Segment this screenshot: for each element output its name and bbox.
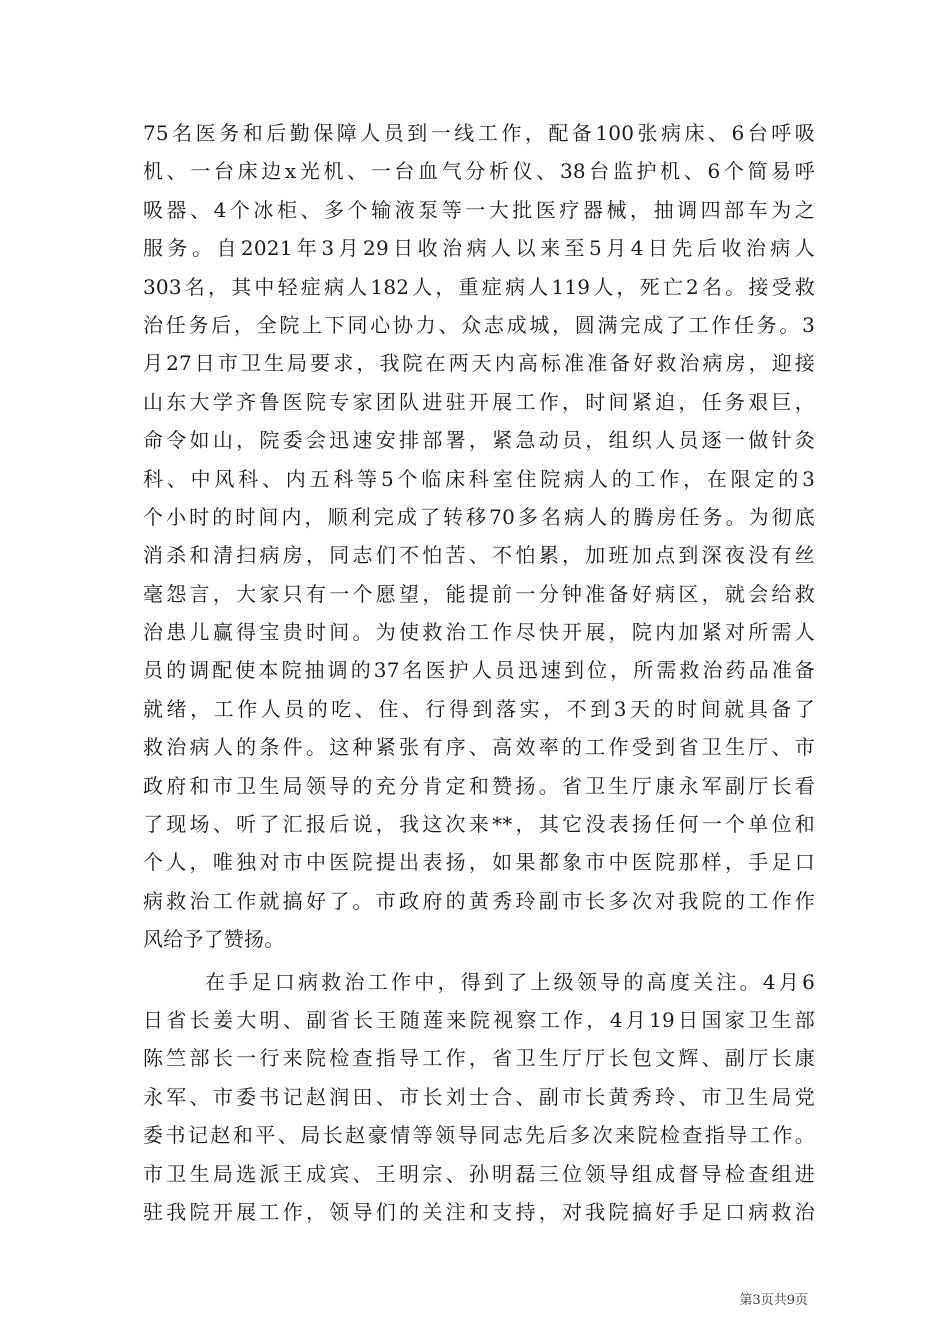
text-line: 陈竺部长一行来院检查指导工作，省卫生厅厅长包文辉、副厅长康 [143,1046,815,1071]
text-line: 个人，唯独对市中医院提出表扬，如果都象市中医院那样，手足口 [143,850,815,875]
text-line: 风给予了赞扬。 [143,927,285,952]
page-indicator: 第3页共9页 [739,1293,808,1308]
paragraph-1 [143,114,815,959]
text-line: 月27日市卫生局要求，我院在两天内高标准准备好救治病房，迎接 [143,351,815,376]
text-line: 吸器、4个冰柜、多个输液泵等一大批医疗器械，抽调四部车为之 [143,197,815,222]
text-line: 了现场、听了汇报后说，我这次来**，其它没表扬任何一个单位和 [143,812,815,837]
text-line: 消杀和清扫病房，同志们不怕苦、不怕累，加班加点到深夜没有丝 [143,543,815,568]
text-line: 政府和市卫生局领导的充分肯定和赞扬。省卫生厅康永军副厅长看 [143,773,815,798]
text-line: 科、中风科、内五科等5个临床科室住院病人的工作，在限定的3 [143,466,815,491]
text-line: 委书记赵和平、局长赵豪情等领导同志先后多次来院检查指导工作。 [143,1123,815,1148]
text-line: 治任务后，全院上下同心协力、众志成城，圆满完成了工作任务。3 [143,312,815,337]
text-line: 个小时的时间内，顺利完成了转移70多名病人的腾房任务。为彻底 [143,504,815,529]
text-line: 员的调配使本院抽调的37名医护人员迅速到位，所需救治药品准备 [143,658,815,683]
text-line: 市卫生局选派王成宾、王明宗、孙明磊三位领导组成督导检查组进 [143,1161,815,1186]
text-line: 日省长姜大明、副省长王随莲来院视察工作，4月19日国家卫生部 [143,1007,815,1032]
text-line: 就绪，工作人员的吃、住、行得到落实，不到3天的时间就具备了 [143,696,815,721]
text-line: 永军、市委书记赵润田、市长刘士合、副市长黄秀玲、市卫生局党 [143,1084,815,1109]
text-line: 毫怨言，大家只有一个愿望，能提前一分钟准备好病区，就会给救 [143,581,815,606]
text-line: 治患儿赢得宝贵时间。为使救治工作尽快开展，院内加紧对所需人 [143,620,815,645]
text-line: 在手足口病救治工作中，得到了上级领导的高度关注。4月6 [205,969,815,994]
paragraph-2 [143,963,815,1232]
text-line: 303名，其中轻症病人182人，重症病人119人，死亡2名。接受救 [143,274,815,299]
text-line: 75名医务和后勤保障人员到一线工作，配备100张病床、6台呼吸 [143,121,815,145]
text-line: 病救治工作就搞好了。市政府的黄秀玲副市长多次对我院的工作作 [143,888,815,913]
text-line: 命令如山，院委会迅速安排部署，紧急动员，组织人员逐一做针灸 [143,428,815,453]
text-line: 救治病人的条件。这种紧张有序、高效率的工作受到省卫生厅、市 [143,735,815,760]
text-line: 山东大学齐鲁医院专家团队进驻开展工作，时间紧迫，任务艰巨， [143,389,815,414]
body-text [143,114,815,1231]
page-footer [0,1289,950,1308]
text-line: 服务。自2021年3月29日收治病人以来至5月4日先后收治病人 [143,236,815,261]
text-line: 机、一台床边x光机、一台血气分析仪、38台监护机、6个简易呼 [143,159,815,184]
text-line: 驻我院开展工作，领导们的关注和支持，对我院搞好手足口病救治 [143,1199,815,1224]
